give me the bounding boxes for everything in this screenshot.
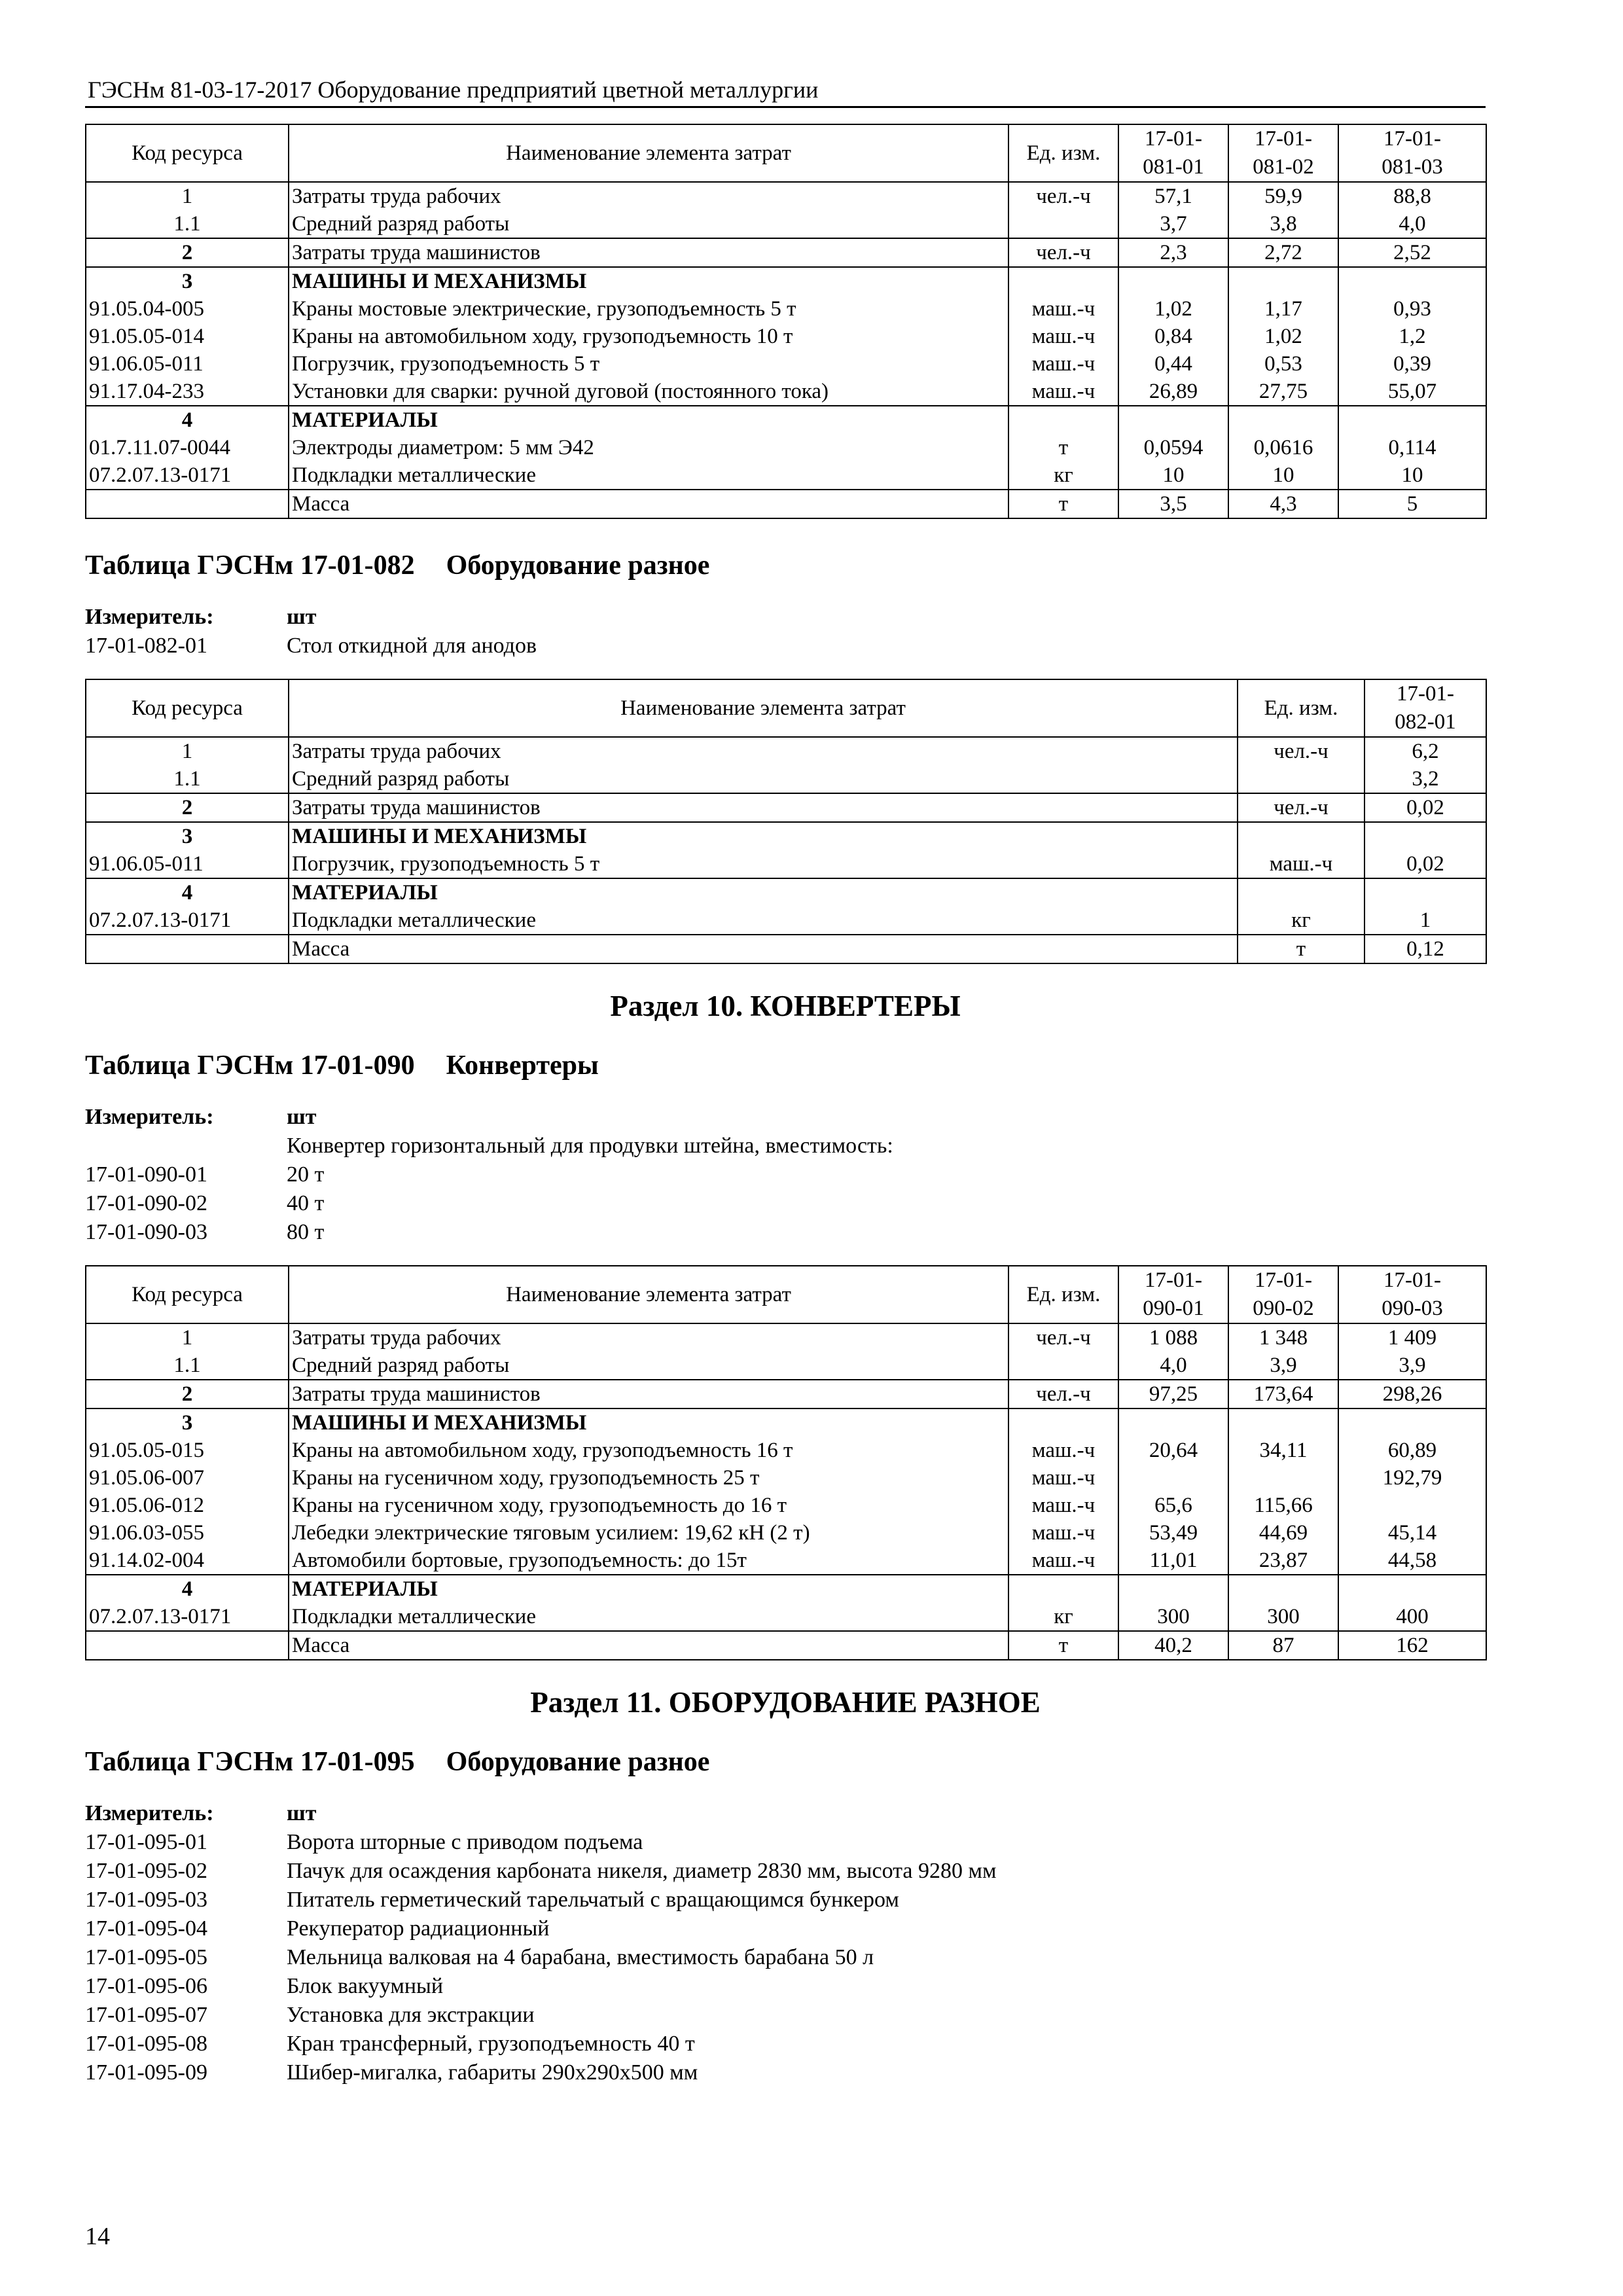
table-row [86, 1437, 1486, 1464]
unit-cell: чел.-ч [1238, 737, 1364, 765]
text-label: Таблица ГЭСНм 17-01-082 [85, 550, 415, 581]
unit-cell: кг [1008, 1603, 1118, 1631]
resource-name-cell: Электроды диаметром: 5 мм Э42 [289, 434, 1008, 461]
norm-value-cell: 0,02 [1364, 793, 1486, 822]
resource-table-090 [85, 1265, 1487, 1660]
norm-value-cell: 27,75 [1228, 378, 1338, 406]
text-label: Таблица ГЭСНм 17-01-095 [85, 1747, 415, 1777]
resource-code-cell: 2 [86, 793, 289, 822]
resource-name-cell: Затраты труда рабочих [289, 737, 1238, 765]
norm-value-cell: 1 088 [1118, 1323, 1228, 1352]
resource-code-cell: 91.06.05-011 [86, 350, 289, 378]
norm-value-cell: 400 [1338, 1603, 1486, 1631]
unit-cell: т [1008, 1631, 1118, 1660]
measure-label: Измеритель: [85, 1801, 214, 1825]
unit-cell: маш.-ч [1008, 350, 1118, 378]
text-label: 20 т [287, 1162, 325, 1187]
resource-name-cell: Средний разряд работы [289, 765, 1238, 793]
table-row [86, 906, 1486, 935]
list-item [85, 2001, 1486, 2030]
text-label: Мельница валковая на 4 барабана, вместимость барабана 50 л [287, 1945, 874, 1969]
measure-unit: шт [287, 1801, 317, 1825]
resource-code-cell: 91.05.04-005 [86, 295, 289, 323]
resource-name-cell: Подкладки металлические [289, 461, 1008, 490]
resource-name-cell: Лебедки электрические тяговым усилием: 19,62 кН (2 т) [289, 1519, 1008, 1547]
text-label [85, 1132, 287, 1160]
col-norm-header: 17-01- 081-01 [1118, 124, 1228, 182]
resource-name-cell: МАТЕРИАЛЫ [289, 406, 1008, 434]
resource-code-cell: 3 [86, 1408, 289, 1437]
text-label: 17-01-095-07 [85, 2003, 207, 2027]
norm-value-cell: 10 [1338, 461, 1486, 490]
norm-value-cell: 4,3 [1228, 490, 1338, 518]
resource-name-cell: Краны на гусеничном ходу, грузоподъемность до 16 т [289, 1492, 1008, 1519]
text-label: Конвертеры [446, 1050, 599, 1081]
resource-code-cell: 07.2.07.13-0171 [86, 906, 289, 935]
norm-value-cell: 20,64 [1118, 1437, 1228, 1464]
norm-value-cell: 1,02 [1228, 323, 1338, 350]
table-row [86, 323, 1486, 350]
text-label: 17-01-095-02 [85, 1859, 207, 1883]
text-label: Установка для экстракции [287, 2003, 535, 2027]
text-label: Ворота шторные с приводом подъема [287, 1830, 643, 1854]
unit-cell [1008, 267, 1118, 295]
table-row [86, 1408, 1486, 1437]
text-label: Питатель герметический тарельчатый с вращающимся бункером [287, 1888, 899, 1912]
text-label: 17-01-095-04 [85, 1916, 207, 1941]
table-title [85, 1048, 1486, 1083]
norm-value-cell: 0,114 [1338, 434, 1486, 461]
text-label: Стол откидной для анодов [287, 634, 537, 658]
table-row [86, 1464, 1486, 1492]
norm-value-cell: 115,66 [1228, 1492, 1338, 1519]
resource-name-cell: МАТЕРИАЛЫ [289, 878, 1238, 906]
norm-value-cell: 4,0 [1338, 210, 1486, 238]
table-row [86, 765, 1486, 793]
col-norm-header: 17-01- 090-03 [1338, 1266, 1486, 1323]
unit-cell [1238, 878, 1364, 906]
resource-name-cell: Погрузчик, грузоподъемность 5 т [289, 850, 1238, 878]
resource-code-cell [86, 935, 289, 963]
unit-cell [1008, 210, 1118, 238]
table-row [86, 295, 1486, 323]
resource-name-cell: Средний разряд работы [289, 210, 1008, 238]
measure-block [85, 603, 1486, 660]
resource-name-cell: МАШИНЫ И МЕХАНИЗМЫ [289, 822, 1238, 850]
resource-code-cell: 4 [86, 406, 289, 434]
col-norm-header: 17-01- 090-01 [1118, 1266, 1228, 1323]
norm-value-cell: 1 409 [1338, 1323, 1486, 1352]
table-row [86, 267, 1486, 295]
norm-value-cell [1118, 406, 1228, 434]
unit-cell: чел.-ч [1238, 793, 1364, 822]
table-row [86, 378, 1486, 406]
table-row [86, 850, 1486, 878]
unit-cell: маш.-ч [1008, 295, 1118, 323]
col-unit-header: Ед. изм. [1008, 124, 1118, 182]
table-row [86, 822, 1486, 850]
norm-value-cell [1118, 267, 1228, 295]
resource-code-cell [86, 490, 289, 518]
norm-value-cell: 87 [1228, 1631, 1338, 1660]
norm-value-cell: 1,02 [1118, 295, 1228, 323]
list-item [85, 1189, 1486, 1218]
norm-value-cell: 3,5 [1118, 490, 1228, 518]
norm-value-cell: 6,2 [1364, 737, 1486, 765]
norm-value-cell [1118, 1575, 1228, 1603]
text-label: Блок вакуумный [287, 1974, 444, 1998]
list-item [85, 1914, 1486, 1943]
list-item [85, 2030, 1486, 2058]
resource-code-cell: 4 [86, 1575, 289, 1603]
unit-cell: маш.-ч [1008, 1464, 1118, 1492]
norm-value-cell: 192,79 [1338, 1464, 1486, 1492]
col-name-header: Наименование элемента затрат [289, 679, 1238, 737]
col-unit-header: Ед. изм. [1008, 1266, 1118, 1323]
unit-cell: маш.-ч [1238, 850, 1364, 878]
norm-value-cell: 57,1 [1118, 182, 1228, 210]
text-label: 17-01-095-03 [85, 1888, 207, 1912]
resource-code-cell: 2 [86, 238, 289, 267]
norm-value-cell [1338, 1408, 1486, 1437]
norm-value-cell: 55,07 [1338, 378, 1486, 406]
norm-value-cell: 60,89 [1338, 1437, 1486, 1464]
resource-code-cell: 91.05.06-007 [86, 1464, 289, 1492]
norm-value-cell: 10 [1118, 461, 1228, 490]
col-norm-header: 17-01- 081-02 [1228, 124, 1338, 182]
norm-value-cell [1338, 1575, 1486, 1603]
col-name-header: Наименование элемента затрат [289, 124, 1008, 182]
unit-cell: чел.-ч [1008, 238, 1118, 267]
unit-cell [1008, 406, 1118, 434]
table-row [86, 434, 1486, 461]
norm-value-cell: 44,58 [1338, 1547, 1486, 1575]
unit-cell [1238, 822, 1364, 850]
norm-value-cell: 0,53 [1228, 350, 1338, 378]
text-label: Кран трансферный, грузоподъемность 40 т [287, 2032, 695, 2056]
text-label: Оборудование разное [446, 550, 710, 581]
text-label: 17-01-082-01 [85, 634, 207, 658]
measure-unit: шт [287, 605, 317, 629]
norm-value-cell [1338, 267, 1486, 295]
unit-cell: чел.-ч [1008, 182, 1118, 210]
resource-name-cell: Масса [289, 935, 1238, 963]
norm-value-cell: 5 [1338, 490, 1486, 518]
list-item [85, 1857, 1486, 1886]
resource-code-cell: 2 [86, 1380, 289, 1408]
table-row [86, 350, 1486, 378]
resource-code-cell: 01.7.11.07-0044 [86, 434, 289, 461]
norm-value-cell [1228, 1408, 1338, 1437]
norm-value-cell: 3,8 [1228, 210, 1338, 238]
col-code-header: Код ресурса [86, 124, 289, 182]
resource-code-cell: 1 [86, 737, 289, 765]
norm-value-cell: 3,9 [1228, 1352, 1338, 1380]
norm-value-cell: 44,69 [1228, 1519, 1338, 1547]
resource-code-cell: 91.05.06-012 [86, 1492, 289, 1519]
table-row [86, 1492, 1486, 1519]
table-row [86, 1352, 1486, 1380]
unit-cell: маш.-ч [1008, 1492, 1118, 1519]
resource-code-cell [86, 1631, 289, 1660]
text-label: Таблица ГЭСНм 17-01-090 [85, 1050, 415, 1081]
unit-cell: кг [1008, 461, 1118, 490]
resource-name-cell: Масса [289, 1631, 1008, 1660]
col-norm-header: 17-01- 082-01 [1364, 679, 1486, 737]
resource-code-cell: 07.2.07.13-0171 [86, 461, 289, 490]
table-title [85, 548, 1486, 583]
resource-code-cell: 91.06.05-011 [86, 850, 289, 878]
resource-code-cell: 1 [86, 182, 289, 210]
unit-cell: маш.-ч [1008, 378, 1118, 406]
norm-value-cell [1228, 1575, 1338, 1603]
resource-code-cell: 4 [86, 878, 289, 906]
unit-cell: маш.-ч [1008, 1547, 1118, 1575]
text-label: 17-01-095-05 [85, 1945, 207, 1969]
table-row [86, 406, 1486, 434]
resource-name-cell: Подкладки металлические [289, 1603, 1008, 1631]
norm-value-cell [1338, 406, 1486, 434]
resource-code-cell: 3 [86, 267, 289, 295]
col-code-header: Код ресурса [86, 1266, 289, 1323]
resource-name-cell: Затраты труда рабочих [289, 182, 1008, 210]
resource-name-cell: МАШИНЫ И МЕХАНИЗМЫ [289, 1408, 1008, 1437]
norm-value-cell: 97,25 [1118, 1380, 1228, 1408]
table-row [86, 210, 1486, 238]
norm-value-cell: 23,87 [1228, 1547, 1338, 1575]
table-row [86, 1547, 1486, 1575]
text-label: Оборудование разное [446, 1747, 710, 1777]
text-label: 17-01-090-02 [85, 1191, 207, 1215]
resource-name-cell: Затраты труда машинистов [289, 793, 1238, 822]
unit-cell: маш.-ч [1008, 1437, 1118, 1464]
table-row [86, 1323, 1486, 1352]
list-item [85, 632, 1486, 660]
table-row [86, 1575, 1486, 1603]
resource-table-081 [85, 124, 1487, 519]
text-label: 40 т [287, 1191, 325, 1215]
col-code-header: Код ресурса [86, 679, 289, 737]
resource-name-cell: Затраты труда рабочих [289, 1323, 1008, 1352]
norm-value-cell: 0,39 [1338, 350, 1486, 378]
norm-value-cell: 3,7 [1118, 210, 1228, 238]
table-title [85, 1744, 1486, 1780]
resource-name-cell: Средний разряд работы [289, 1352, 1008, 1380]
table-header-row [86, 124, 1486, 182]
table-row [86, 1380, 1486, 1408]
resource-name-cell: Краны на автомобильном ходу, грузоподъемность 10 т [289, 323, 1008, 350]
unit-cell: т [1008, 434, 1118, 461]
text-label: Шибер-мигалка, габариты 290х290х500 мм [287, 2060, 698, 2085]
resource-code-cell: 91.05.05-015 [86, 1437, 289, 1464]
norm-value-cell: 0,93 [1338, 295, 1486, 323]
resource-code-cell: 1 [86, 1323, 289, 1352]
section-title: Раздел 10. КОНВЕРТЕРЫ [610, 990, 961, 1022]
norm-value-cell [1364, 822, 1486, 850]
unit-cell: т [1238, 935, 1364, 963]
page-number: 14 [85, 2223, 110, 2250]
norm-value-cell: 0,0594 [1118, 434, 1228, 461]
norm-value-cell: 2,3 [1118, 238, 1228, 267]
norm-value-cell: 11,01 [1118, 1547, 1228, 1575]
unit-cell: чел.-ч [1008, 1380, 1118, 1408]
norm-value-cell: 173,64 [1228, 1380, 1338, 1408]
resource-code-cell: 3 [86, 822, 289, 850]
col-name-header: Наименование элемента затрат [289, 1266, 1008, 1323]
text-label: 17-01-095-08 [85, 2032, 207, 2056]
table-row [86, 238, 1486, 267]
norm-value-cell: 53,49 [1118, 1519, 1228, 1547]
measure-unit: шт [287, 1105, 317, 1129]
text-label: 17-01-095-09 [85, 2060, 207, 2085]
unit-cell [1238, 765, 1364, 793]
text-label: Рекуператор радиационный [287, 1916, 550, 1941]
table-row [86, 1519, 1486, 1547]
resource-name-cell: МАТЕРИАЛЫ [289, 1575, 1008, 1603]
norm-value-cell: 0,12 [1364, 935, 1486, 963]
norm-value-cell [1364, 878, 1486, 906]
table-row [86, 935, 1486, 963]
resource-name-cell: Краны на гусеничном ходу, грузоподъемность 25 т [289, 1464, 1008, 1492]
norm-value-cell: 2,52 [1338, 238, 1486, 267]
table-header-row [86, 679, 1486, 737]
unit-cell: кг [1238, 906, 1364, 935]
list-item [85, 1828, 1486, 1857]
norm-value-cell: 34,11 [1228, 1437, 1338, 1464]
norm-value-cell: 1 348 [1228, 1323, 1338, 1352]
norm-value-cell [1228, 406, 1338, 434]
resource-code-cell: 1.1 [86, 1352, 289, 1380]
norm-value-cell: 0,84 [1118, 323, 1228, 350]
measure-block [85, 1799, 1486, 2087]
list-item [85, 1972, 1486, 2001]
norm-value-cell [1228, 1464, 1338, 1492]
resource-code-cell: 91.17.04-233 [86, 378, 289, 406]
norm-value-cell: 2,72 [1228, 238, 1338, 267]
unit-cell: чел.-ч [1008, 1323, 1118, 1352]
table-row [86, 182, 1486, 210]
resource-code-cell: 91.14.02-004 [86, 1547, 289, 1575]
norm-value-cell: 3,2 [1364, 765, 1486, 793]
table-row [86, 1631, 1486, 1660]
resource-name-cell: Подкладки металлические [289, 906, 1238, 935]
text-label: Пачук для осаждения карбоната никеля, диаметр 2830 мм, высота 9280 мм [287, 1859, 997, 1883]
table-row [86, 737, 1486, 765]
table-row [86, 490, 1486, 518]
norm-value-cell: 40,2 [1118, 1631, 1228, 1660]
resource-name-cell: МАШИНЫ И МЕХАНИЗМЫ [289, 267, 1008, 295]
unit-cell [1008, 1352, 1118, 1380]
norm-value-cell: 1 [1364, 906, 1486, 935]
norm-value-cell: 26,89 [1118, 378, 1228, 406]
norm-value-cell [1118, 1464, 1228, 1492]
norm-value-cell: 300 [1118, 1603, 1228, 1631]
norm-value-cell: 1,2 [1338, 323, 1486, 350]
resource-code-cell: 1.1 [86, 765, 289, 793]
measure-intro: Конвертер горизонтальный для продувки штейна, вместимость: [287, 1134, 893, 1158]
text-label: 17-01-090-01 [85, 1162, 207, 1187]
norm-value-cell: 88,8 [1338, 182, 1486, 210]
col-norm-header: 17-01- 081-03 [1338, 124, 1486, 182]
table-header-row [86, 1266, 1486, 1323]
resource-name-cell: Автомобили бортовые, грузоподъемность: до 15т [289, 1547, 1008, 1575]
norm-value-cell: 0,02 [1364, 850, 1486, 878]
norm-value-cell: 65,6 [1118, 1492, 1228, 1519]
col-unit-header: Ед. изм. [1238, 679, 1364, 737]
norm-value-cell: 10 [1228, 461, 1338, 490]
unit-cell: маш.-ч [1008, 1519, 1118, 1547]
unit-cell: маш.-ч [1008, 323, 1118, 350]
resource-name-cell: Масса [289, 490, 1008, 518]
resource-name-cell: Краны на автомобильном ходу, грузоподъемность 16 т [289, 1437, 1008, 1464]
resource-name-cell: Затраты труда машинистов [289, 1380, 1008, 1408]
list-item [85, 2058, 1486, 2087]
resource-code-cell: 91.05.05-014 [86, 323, 289, 350]
list-item [85, 1218, 1486, 1247]
resource-name-cell: Погрузчик, грузоподъемность 5 т [289, 350, 1008, 378]
resource-name-cell: Установки для сварки: ручной дуговой (постоянного тока) [289, 378, 1008, 406]
resource-table-082 [85, 679, 1487, 964]
running-header: ГЭСНм 81-03-17-2017 Оборудование предприятий цветной металлургии [85, 75, 1486, 108]
section-title: Раздел 11. ОБОРУДОВАНИЕ РАЗНОЕ [530, 1686, 1041, 1719]
norm-value-cell: 0,0616 [1228, 434, 1338, 461]
norm-value-cell: 3,9 [1338, 1352, 1486, 1380]
norm-value-cell: 45,14 [1338, 1519, 1486, 1547]
resource-name-cell: Краны мостовые электрические, грузоподъемность 5 т [289, 295, 1008, 323]
unit-cell [1008, 1575, 1118, 1603]
col-norm-header: 17-01- 090-02 [1228, 1266, 1338, 1323]
list-item [85, 1886, 1486, 1914]
measure-block [85, 1103, 1486, 1247]
resource-code-cell: 1.1 [86, 210, 289, 238]
norm-value-cell: 298,26 [1338, 1380, 1486, 1408]
text-label: 80 т [287, 1220, 325, 1244]
text-label: 17-01-095-01 [85, 1830, 207, 1854]
list-item [85, 1160, 1486, 1189]
text-label: 17-01-090-03 [85, 1220, 207, 1244]
table-row [86, 1603, 1486, 1631]
text-label: 17-01-095-06 [85, 1974, 207, 1998]
norm-value-cell: 1,17 [1228, 295, 1338, 323]
list-item [85, 1943, 1486, 1972]
table-row [86, 878, 1486, 906]
norm-value-cell [1228, 267, 1338, 295]
table-row [86, 793, 1486, 822]
unit-cell: т [1008, 490, 1118, 518]
norm-value-cell: 0,44 [1118, 350, 1228, 378]
resource-code-cell: 07.2.07.13-0171 [86, 1603, 289, 1631]
resource-code-cell: 91.06.03-055 [86, 1519, 289, 1547]
measure-label: Измеритель: [85, 1105, 214, 1129]
resource-name-cell: Затраты труда машинистов [289, 238, 1008, 267]
unit-cell [1008, 1408, 1118, 1437]
norm-value-cell: 300 [1228, 1603, 1338, 1631]
table-row [86, 461, 1486, 490]
norm-value-cell: 162 [1338, 1631, 1486, 1660]
measure-label: Измеритель: [85, 605, 214, 629]
page [85, 65, 1486, 2087]
norm-value-cell: 59,9 [1228, 182, 1338, 210]
norm-value-cell [1338, 1492, 1486, 1519]
norm-value-cell: 4,0 [1118, 1352, 1228, 1380]
norm-value-cell [1118, 1408, 1228, 1437]
